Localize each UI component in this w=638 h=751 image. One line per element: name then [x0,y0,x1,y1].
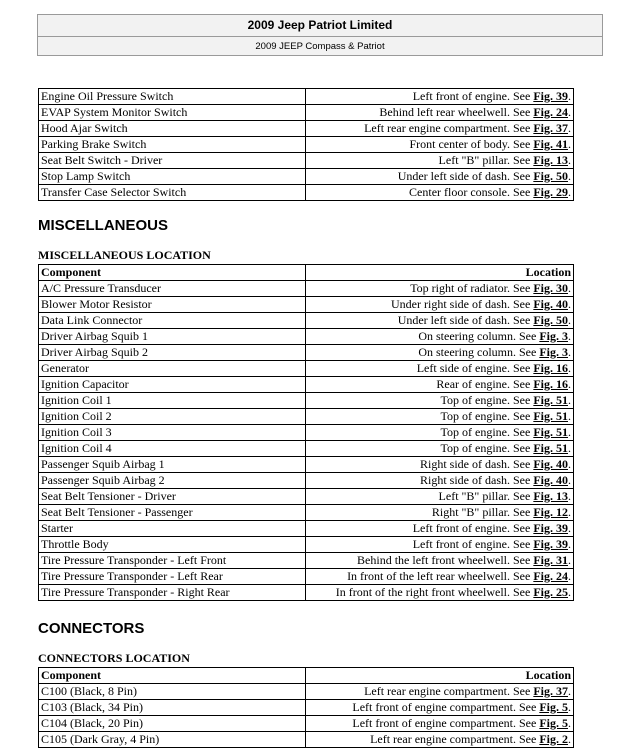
figure-link[interactable]: Fig. 50 [533,169,568,183]
table-row [39,297,574,313]
location-text: Under left side of dash. See [397,313,534,327]
location-text: Top of engine. See [440,425,534,439]
table-row [39,585,574,601]
figure-link[interactable]: Fig. 31 [533,553,568,567]
component-cell: Ignition Coil 4 [39,441,306,457]
component-cell: Seat Belt Tensioner - Driver [39,489,306,505]
location-cell [306,553,574,569]
column-header-component: Component [39,265,306,281]
table-row [39,441,574,457]
figure-link[interactable]: Fig. 16 [533,377,568,391]
location-cell [306,569,574,585]
location-text: Top of engine. See [440,393,534,407]
figure-link[interactable]: Fig. 30 [533,281,568,295]
component-cell: Ignition Coil 1 [39,393,306,409]
location-text: Under left side of dash. See [397,169,534,183]
component-cell: Blower Motor Resistor [39,297,306,313]
location-text: Behind left rear wheelwell. See [379,105,534,119]
component-cell: Generator [39,361,306,377]
figure-link[interactable]: Fig. 51 [533,425,568,439]
location-cell [306,329,574,345]
component-cell: Starter [39,521,306,537]
period: . [568,457,571,471]
period: . [568,553,571,567]
period: . [568,425,571,439]
location-text: On steering column. See [418,329,540,343]
page-header [37,14,603,56]
location-text: Left front of engine. See [412,89,534,103]
component-cell: Driver Airbag Squib 2 [39,345,306,361]
component-cell: Ignition Coil 3 [39,425,306,441]
table-row [39,153,574,169]
table-row [39,89,574,105]
table-row [39,361,574,377]
header-title: 2009 Jeep Patriot Limited [38,15,602,37]
table-row [39,537,574,553]
component-cell: Tire Pressure Transponder - Right Rear [39,585,306,601]
component-cell: C103 (Black, 34 Pin) [39,700,306,716]
location-cell [306,185,574,201]
table-row [39,553,574,569]
location-cell [306,505,574,521]
component-cell: Driver Airbag Squib 1 [39,329,306,345]
component-cell: C100 (Black, 8 Pin) [39,684,306,700]
period: . [568,585,571,599]
component-cell: C104 (Black, 20 Pin) [39,716,306,732]
table-row [39,329,574,345]
table-row [39,505,574,521]
location-cell [306,345,574,361]
figure-link[interactable]: Fig. 29 [533,185,568,199]
period: . [568,185,571,199]
period: . [568,105,571,119]
table-row [39,409,574,425]
location-text: Left rear engine compartment. See [370,732,540,746]
location-text: Top of engine. See [440,441,534,455]
section-heading-miscellaneous: MISCELLANEOUS [38,217,169,234]
location-cell [306,105,574,121]
table-row [39,377,574,393]
period: . [568,521,571,535]
period: . [568,313,571,327]
figure-link[interactable]: Fig. 25 [533,585,568,599]
location-text: Left "B" pillar. See [438,153,534,167]
figure-link[interactable]: Fig. 37 [533,121,568,135]
period: . [568,153,571,167]
figure-link[interactable]: Fig. 3 [539,329,568,343]
figure-link[interactable]: Fig. 24 [533,569,568,583]
table-row [39,569,574,585]
location-text: Rear of engine. See [436,377,534,391]
location-cell [306,153,574,169]
period: . [568,409,571,423]
table-row [39,137,574,153]
component-cell: Tire Pressure Transponder - Left Front [39,553,306,569]
period: . [568,121,571,135]
location-text: Left rear engine compartment. See [364,684,534,698]
location-cell [306,297,574,313]
figure-link[interactable]: Fig. 51 [533,393,568,407]
figure-link[interactable]: Fig. 50 [533,313,568,327]
location-text: In front of the left rear wheelwell. See [347,569,534,583]
period: . [568,684,571,698]
location-text: Left front of engine compartment. See [352,716,540,730]
table-row [39,169,574,185]
period: . [568,505,571,519]
location-text: Left front of engine. See [412,521,534,535]
period: . [568,89,571,103]
location-cell [306,425,574,441]
location-cell [306,281,574,297]
figure-link[interactable]: Fig. 39 [533,537,568,551]
location-text: Front center of body. See [409,137,534,151]
table-row [39,425,574,441]
table-row [39,313,574,329]
location-cell [306,716,574,732]
location-text: Right side of dash. See [420,457,534,471]
location-text: Top of engine. See [440,409,534,423]
figure-link[interactable]: Fig. 13 [533,153,568,167]
component-cell: Passenger Squib Airbag 1 [39,457,306,473]
section-heading-connectors: CONNECTORS [38,620,145,637]
location-cell [306,684,574,700]
table-row [39,521,574,537]
location-text: Left "B" pillar. See [438,489,534,503]
table-row [39,105,574,121]
component-cell: C105 (Dark Gray, 4 Pin) [39,732,306,748]
location-text: Left rear engine compartment. See [364,121,534,135]
table-row [39,393,574,409]
component-cell: Ignition Coil 2 [39,409,306,425]
location-cell [306,537,574,553]
table-row [39,345,574,361]
location-cell [306,121,574,137]
location-cell [306,700,574,716]
period: . [568,377,571,391]
subsection-heading-miscellaneous-location: MISCELLANEOUS LOCATION [38,248,211,262]
component-cell: Tire Pressure Transponder - Left Rear [39,569,306,585]
figure-link[interactable]: Fig. 40 [533,457,568,471]
location-text: In front of the right front wheelwell. See [335,585,534,599]
period: . [568,361,571,375]
location-cell [306,441,574,457]
component-cell: Engine Oil Pressure Switch [39,89,306,105]
component-cell: Seat Belt Switch - Driver [39,153,306,169]
component-cell: A/C Pressure Transducer [39,281,306,297]
location-cell [306,521,574,537]
period: . [568,169,571,183]
period: . [568,732,571,746]
figure-link[interactable]: Fig. 12 [533,505,568,519]
figure-link[interactable]: Fig. 41 [533,137,568,151]
table-header-row [39,265,574,281]
period: . [568,700,571,714]
component-cell: Ignition Capacitor [39,377,306,393]
figure-link[interactable]: Fig. 24 [533,105,568,119]
table-row [39,281,574,297]
figure-link[interactable]: Fig. 5 [539,716,568,730]
table-row [39,700,574,716]
table-row [39,473,574,489]
table-row [39,457,574,473]
location-cell [306,473,574,489]
location-text: Behind the left front wheelwell. See [357,553,534,567]
location-cell [306,89,574,105]
component-cell: Stop Lamp Switch [39,169,306,185]
period: . [568,473,571,487]
component-cell: Parking Brake Switch [39,137,306,153]
period: . [568,345,571,359]
location-cell [306,361,574,377]
figure-link[interactable]: Fig. 5 [539,700,568,714]
connectors-table [38,667,574,748]
location-text: Under right side of dash. See [391,297,534,311]
component-cell: Transfer Case Selector Switch [39,185,306,201]
location-cell [306,313,574,329]
table-row [39,185,574,201]
miscellaneous-table [38,264,574,601]
figure-link[interactable]: Fig. 40 [533,473,568,487]
location-text: Top right of radiator. See [410,281,534,295]
location-text: Right "B" pillar. See [431,505,534,519]
figure-link[interactable]: Fig. 40 [533,297,568,311]
period: . [568,441,571,455]
location-cell [306,377,574,393]
period: . [568,297,571,311]
component-cell: EVAP System Monitor Switch [39,105,306,121]
location-cell [306,489,574,505]
component-cell: Hood Ajar Switch [39,121,306,137]
location-text: Left front of engine compartment. See [352,700,540,714]
period: . [568,716,571,730]
location-cell [306,393,574,409]
period: . [568,537,571,551]
table-row [39,732,574,748]
column-header-component: Component [39,668,306,684]
subsection-heading-connectors-location: CONNECTORS LOCATION [38,651,190,665]
header-subtitle: 2009 JEEP Compass & Patriot [255,41,385,52]
location-text: Left front of engine. See [412,537,534,551]
component-cell: Data Link Connector [39,313,306,329]
figure-link[interactable]: Fig. 51 [533,441,568,455]
location-cell [306,732,574,748]
figure-link[interactable]: Fig. 13 [533,489,568,503]
table-row [39,684,574,700]
component-cell: Throttle Body [39,537,306,553]
figure-link[interactable]: Fig. 3 [539,345,568,359]
figure-link[interactable]: Fig. 39 [533,89,568,103]
location-cell [306,409,574,425]
period: . [568,393,571,407]
location-cell [306,137,574,153]
table-row [39,489,574,505]
column-header-location: Location [306,265,574,281]
table-header-row [39,668,574,684]
location-text: Right side of dash. See [420,473,534,487]
location-cell [306,585,574,601]
location-cell [306,169,574,185]
figure-link[interactable]: Fig. 16 [533,361,568,375]
table-row [39,121,574,137]
location-cell [306,457,574,473]
period: . [568,329,571,343]
period: . [568,489,571,503]
component-cell: Seat Belt Tensioner - Passenger [39,505,306,521]
component-cell: Passenger Squib Airbag 2 [39,473,306,489]
figure-link[interactable]: Fig. 37 [533,684,568,698]
period: . [568,137,571,151]
location-text: Center floor console. See [409,185,534,199]
figure-link[interactable]: Fig. 39 [533,521,568,535]
column-header-location: Location [306,668,574,684]
figure-link[interactable]: Fig. 2 [539,732,568,746]
figure-link[interactable]: Fig. 51 [533,409,568,423]
location-text: Left side of engine. See [416,361,534,375]
period: . [568,281,571,295]
table-row [39,716,574,732]
location-text: On steering column. See [418,345,540,359]
switches-table [38,88,574,201]
period: . [568,569,571,583]
